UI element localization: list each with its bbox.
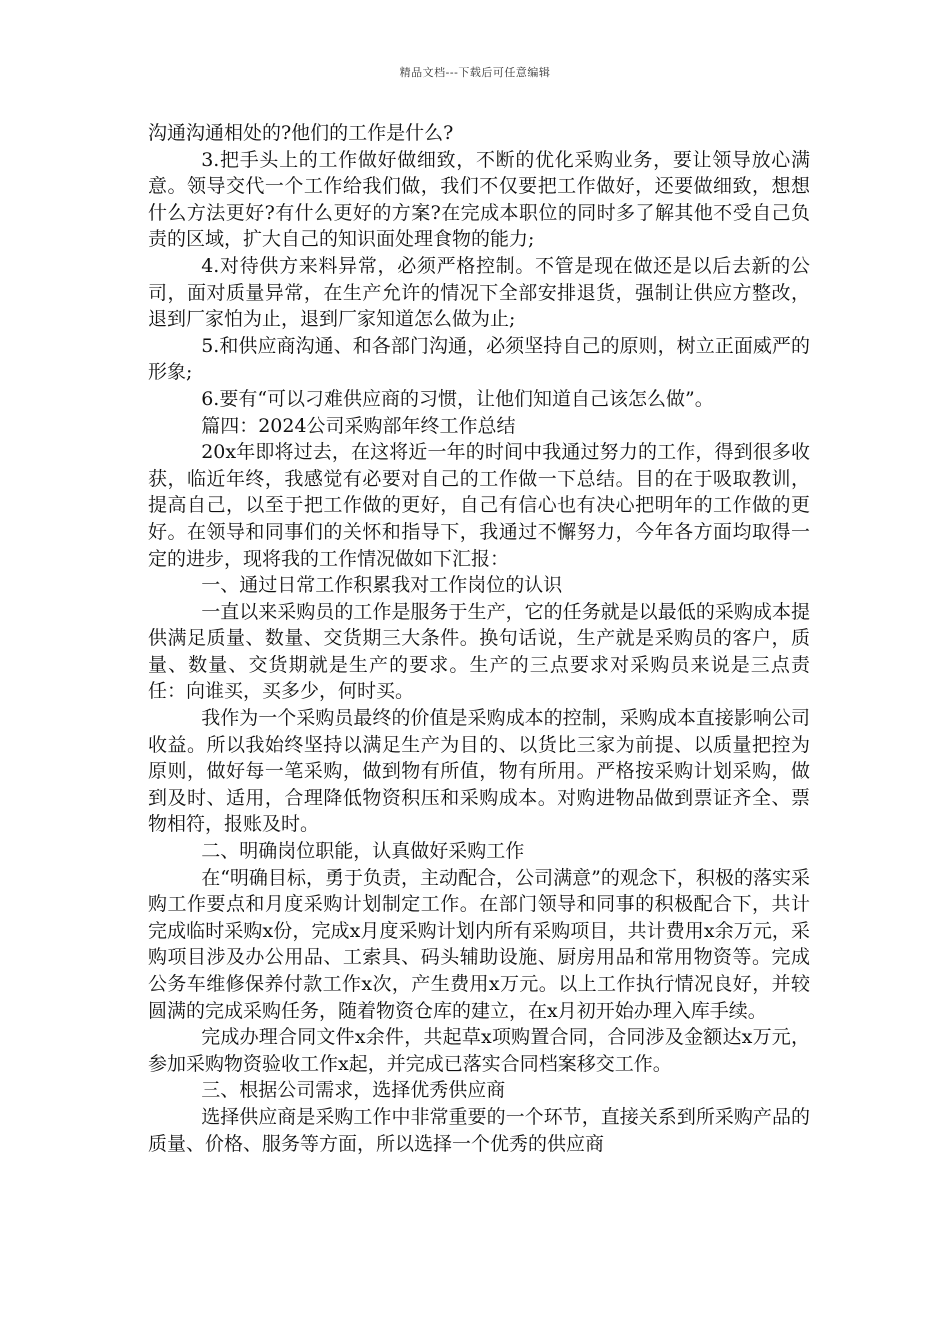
section-heading: 二、明确岗位职能，认真做好采购工作 xyxy=(201,840,525,863)
page-header: 精品文档---下载后可任意编辑 xyxy=(399,66,551,79)
document-body xyxy=(148,120,810,1157)
paragraph: 选择供应商是采购工作中非常重要的一个环节，直接关系到所采购产品的质量、价格、服务等方面，所以选择一个优秀的供应商 xyxy=(148,1105,810,1155)
paragraph: 20x年即将过去，在这将近一年的时间中我通过努力的工作，得到很多收获，临近年终，我感觉有必要对自己的工作做一下总结。目的在于吸取教训，提高自己，以至于把工作做的更好，自己有信心也有决心把明年的工作做的更好。在领导和同事们的关怀和指导下，我通过不懈努力，今年各方面均取得一定的进步，现将我的工作情况做如下汇报： xyxy=(148,441,810,570)
paragraph: 沟通沟通相处的?他们的工作是什么? xyxy=(148,122,454,144)
section-title: 篇四：2024公司采购部年终工作总结 xyxy=(201,414,516,437)
section-heading: 一、通过日常工作积累我对工作岗位的认识 xyxy=(201,574,563,597)
paragraph: 我作为一个采购员最终的价值是采购成本的控制，采购成本直接影响公司收益。所以我始终坚持以满足生产为目的、以货比三家为前提、以质量把控为原则，做好每一笔采购，做到物有所值，物有所用。严格按采购计划采购，做到及时、适用，合理降低物资积压和采购成本。对购进物品做到票证齐全、票物相符，报账及时。 xyxy=(148,707,810,836)
paragraph: 4.对待供方来料异常，必须严格控制。不管是现在做还是以后去新的公司，面对质量异常，在生产允许的情况下全部安排退货，强制让供应方整改，退到厂家怕为止，退到厂家知道怎么做为止; xyxy=(148,254,810,331)
section-heading: 三、根据公司需求，选择优秀供应商 xyxy=(201,1079,506,1102)
paragraph: 完成办理合同文件x余件，共起草x项购置合同，合同涉及金额达x万元，参加采购物资验收工作x起，并完成已落实合同档案移交工作。 xyxy=(148,1026,810,1075)
paragraph: 在“明确目标，勇于负责，主动配合，公司满意”的观念下，积极的落实采购工作要点和月度采购计划制定工作。在部门领导和同事的积极配合下，共计完成临时采购x份，完成x月度采购计划内所有采购项目，共计费用x余万元，采购项目涉及办公用品、工索具、码头辅助设施、厨房用品和常用物资等。完成公务车维修保养付款工作x次，产生费用x万元。以上工作执行情况良好，并较圆满的完成采购任务，随着物资仓库的建立，在x月初开始办理入库手续。 xyxy=(148,866,810,1022)
paragraph: 3.把手头上的工作做好做细致，不断的优化采购业务，要让领导放心满意。领导交代一个工作给我们做，我们不仅要把工作做好，还要做细致，想想什么方法更好?有什么更好的方案?在完成本职位的同时多了解其他不受自己负责的区域，扩大自己的知识面处理食物的能力; xyxy=(148,148,810,251)
paragraph: 一直以来采购员的工作是服务于生产，它的任务就是以最低的采购成本提供满足质量、数量、交货期三大条件。换句话说，生产就是采购员的客户，质量、数量、交货期就是生产的要求。生产的三点要求对采购员来说是三点责任：向谁买，买多少，何时买。 xyxy=(148,600,810,703)
paragraph: 6.要有“可以刁难供应商的习惯，让他们知道自己该怎么做”。 xyxy=(201,387,714,410)
paragraph: 5.和供应商沟通、和各部门沟通，必须坚持自己的原则，树立正面威严的形象; xyxy=(148,334,810,384)
